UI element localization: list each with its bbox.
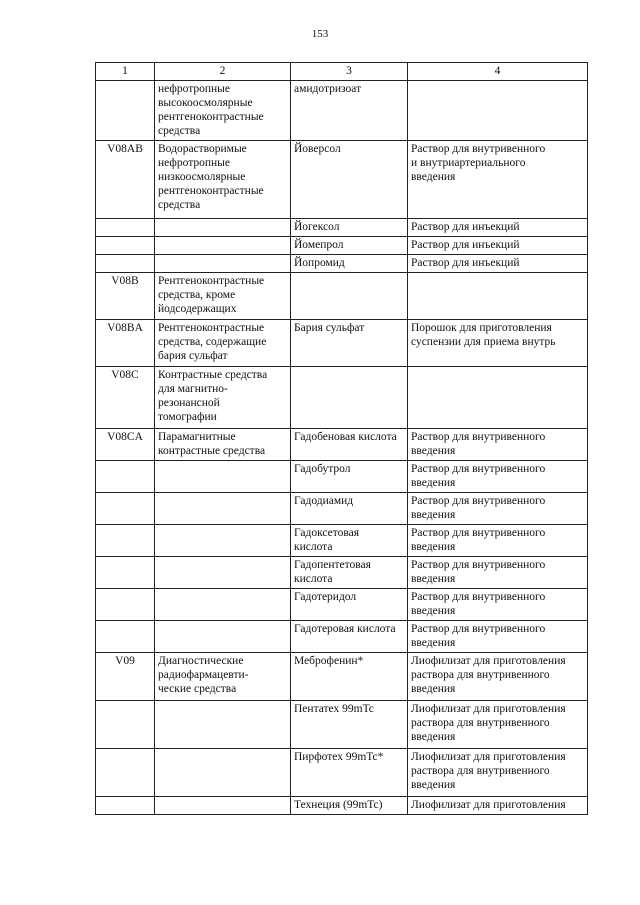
drug-name-cell (291, 493, 408, 525)
group-name-cell (155, 461, 291, 493)
drug-name-cell (291, 320, 408, 367)
dosage-form-cell (408, 141, 588, 219)
atc-code-cell (96, 81, 155, 141)
drug-name-cell (291, 701, 408, 749)
header-row (96, 63, 588, 81)
drug-name-cell-text: Гадобеновая кислота (294, 431, 397, 443)
dosage-form-cell-text: Раствор для внутривенного введения (411, 623, 546, 649)
drug-name-cell-text: Йомепрол (294, 239, 344, 251)
atc-code-cell (96, 237, 155, 255)
group-name-cell (155, 219, 291, 237)
drug-name-cell (291, 219, 408, 237)
group-name-cell (155, 273, 291, 320)
dosage-form-cell (408, 557, 588, 589)
drug-name-cell (291, 621, 408, 653)
drug-name-cell-text: Пирфотех 99mTc* (294, 751, 384, 763)
table-row (96, 461, 588, 493)
drug-name-cell-text: Пентатех 99mTc (294, 703, 374, 715)
atc-code-cell (96, 367, 155, 429)
drug-name-cell (291, 273, 408, 320)
atc-code-cell (96, 653, 155, 701)
drug-name-cell (291, 237, 408, 255)
group-name-cell-text: Рентгеноконтрастные средства, содержащие бария сульфат (158, 322, 267, 362)
group-name-cell (155, 701, 291, 749)
atc-code-cell (96, 525, 155, 557)
drug-name-cell-text: Гадоксетовая кислота (294, 527, 360, 553)
group-name-cell-text: Диагностические радиофармацевти- ческие средства (158, 655, 249, 695)
table-row (96, 367, 588, 429)
drug-name-cell-text: Гадобутрол (294, 463, 351, 475)
drug-name-cell (291, 255, 408, 273)
dosage-form-cell (408, 493, 588, 525)
dosage-form-cell-text: Лиофилизат для приготовления раствора для внутривенного введения (411, 751, 566, 791)
table-body (96, 63, 588, 815)
dosage-form-cell-text: Лиофилизат для приготовления раствора для внутривенного введения (411, 703, 566, 743)
drug-name-cell-text: Гадодиамид (294, 495, 354, 507)
table-row (96, 653, 588, 701)
dosage-form-cell-text: Раствор для внутривенного введения (411, 527, 546, 553)
dosage-form-cell-text: Раствор для инъекций (411, 257, 520, 269)
group-name-cell (155, 525, 291, 557)
dosage-form-cell (408, 461, 588, 493)
atc-code-cell (96, 320, 155, 367)
table-row (96, 621, 588, 653)
group-name-cell (155, 493, 291, 525)
group-name-cell (155, 255, 291, 273)
group-name-cell-text: Рентгеноконтрастные средства, кроме йодсодержащих (158, 275, 265, 315)
group-name-cell (155, 589, 291, 621)
dosage-form-cell (408, 653, 588, 701)
dosage-form-cell (408, 525, 588, 557)
drug-name-cell (291, 367, 408, 429)
drug-name-cell-text: Йоверсол (294, 143, 341, 155)
drug-name-cell-text: Меброфенин* (294, 655, 364, 667)
dosage-form-cell-text: Раствор для внутривенного введения (411, 463, 546, 489)
dosage-form-cell (408, 367, 588, 429)
drug-name-cell-text: Гадопентетовая кислота (294, 559, 371, 585)
table-row (96, 237, 588, 255)
dosage-form-cell (408, 255, 588, 273)
dosage-form-cell (408, 797, 588, 815)
table-row (96, 749, 588, 797)
drug-name-cell (291, 557, 408, 589)
drug-name-cell (291, 461, 408, 493)
atc-code-cell-text: V08BA (107, 322, 143, 334)
header-cell-3: 3 (291, 63, 408, 81)
group-name-cell (155, 320, 291, 367)
table-row (96, 429, 588, 461)
dosage-form-cell (408, 219, 588, 237)
dosage-form-cell-text: Порошок для приготовления суспензии для приема внутрь (411, 322, 556, 348)
group-name-cell (155, 81, 291, 141)
table-row (96, 141, 588, 219)
drug-name-cell-text: Технеция (99mTc) (294, 799, 383, 811)
atc-code-cell (96, 797, 155, 815)
header-cell-1: 1 (96, 63, 155, 81)
group-name-cell-text: Контрастные средства для магнитно- резонансной томографии (158, 369, 268, 423)
table-row (96, 219, 588, 237)
atc-code-cell (96, 141, 155, 219)
dosage-form-cell (408, 81, 588, 141)
table-row (96, 797, 588, 815)
group-name-cell-text: нефротропные высокоосмолярные рентгеноконтрастные средства (158, 83, 264, 137)
dosage-form-cell-text: Раствор для внутривенного введения (411, 495, 546, 521)
dosage-form-cell (408, 320, 588, 367)
atc-code-cell-text: V08AB (107, 143, 143, 155)
drug-name-cell-text: Бария сульфат (294, 322, 365, 334)
dosage-form-cell-text: Лиофилизат для приготовления (411, 799, 566, 811)
drug-name-cell-text: Йогексол (294, 221, 340, 233)
dosage-form-cell (408, 701, 588, 749)
atc-code-cell (96, 589, 155, 621)
dosage-form-cell-text: Раствор для внутривенного введения (411, 431, 546, 457)
header-cell-4: 4 (408, 63, 588, 81)
drug-name-cell (291, 653, 408, 701)
dosage-form-cell (408, 429, 588, 461)
group-name-cell-text: Водорастворимые нефротропные низкоосмолярные рентгеноконтрастные средства (158, 143, 264, 211)
drug-name-cell-text: Йопромид (294, 257, 345, 269)
page-number: 153 (311, 28, 329, 40)
drug-name-cell-text: амидотризоат (294, 83, 362, 95)
group-name-cell (155, 237, 291, 255)
group-name-cell (155, 749, 291, 797)
table-row (96, 255, 588, 273)
table-row (96, 525, 588, 557)
atc-code-cell (96, 255, 155, 273)
drug-name-cell (291, 589, 408, 621)
group-name-cell (155, 797, 291, 815)
atc-code-cell-text: V08CA (107, 431, 143, 443)
drug-name-cell (291, 429, 408, 461)
atc-code-cell (96, 273, 155, 320)
group-name-cell (155, 367, 291, 429)
atc-code-cell-text: V08B (111, 275, 139, 287)
group-name-cell (155, 141, 291, 219)
dosage-form-cell-text: Раствор для внутривенного введения (411, 559, 546, 585)
dosage-form-cell (408, 621, 588, 653)
table-row (96, 320, 588, 367)
dosage-form-cell (408, 273, 588, 320)
group-name-cell (155, 429, 291, 461)
drug-name-cell (291, 797, 408, 815)
atc-code-cell (96, 493, 155, 525)
table-row (96, 493, 588, 525)
dosage-form-cell (408, 749, 588, 797)
atc-code-cell (96, 621, 155, 653)
dosage-form-cell-text: Раствор для инъекций (411, 239, 520, 251)
atc-code-cell-text: V09 (115, 655, 135, 667)
drug-name-cell (291, 525, 408, 557)
atc-code-cell (96, 461, 155, 493)
drug-name-cell-text: Гадотеровая кислота (294, 623, 396, 635)
table-row (96, 589, 588, 621)
group-name-cell (155, 653, 291, 701)
table-row (96, 701, 588, 749)
dosage-form-cell-text: Раствор для внутривенного введения (411, 591, 546, 617)
dosage-form-cell-text: Раствор для внутривенного и внутриартериального введения (411, 143, 546, 183)
drug-table (95, 62, 588, 815)
table-row (96, 273, 588, 320)
header-cell-2: 2 (155, 63, 291, 81)
group-name-cell-text: Парамагнитные контрастные средства (158, 431, 266, 457)
atc-code-cell (96, 749, 155, 797)
atc-code-cell (96, 219, 155, 237)
drug-name-cell (291, 749, 408, 797)
table-row (96, 557, 588, 589)
drug-name-cell (291, 81, 408, 141)
atc-code-cell-text: V08C (111, 369, 139, 381)
dosage-form-cell (408, 589, 588, 621)
drug-name-cell (291, 141, 408, 219)
dosage-form-cell (408, 237, 588, 255)
atc-code-cell (96, 701, 155, 749)
group-name-cell (155, 557, 291, 589)
atc-code-cell (96, 429, 155, 461)
drug-name-cell-text: Гадотеридол (294, 591, 357, 603)
atc-code-cell (96, 557, 155, 589)
table-row (96, 81, 588, 141)
group-name-cell (155, 621, 291, 653)
dosage-form-cell-text: Лиофилизат для приготовления раствора для внутривенного введения (411, 655, 566, 695)
dosage-form-cell-text: Раствор для инъекций (411, 221, 520, 233)
